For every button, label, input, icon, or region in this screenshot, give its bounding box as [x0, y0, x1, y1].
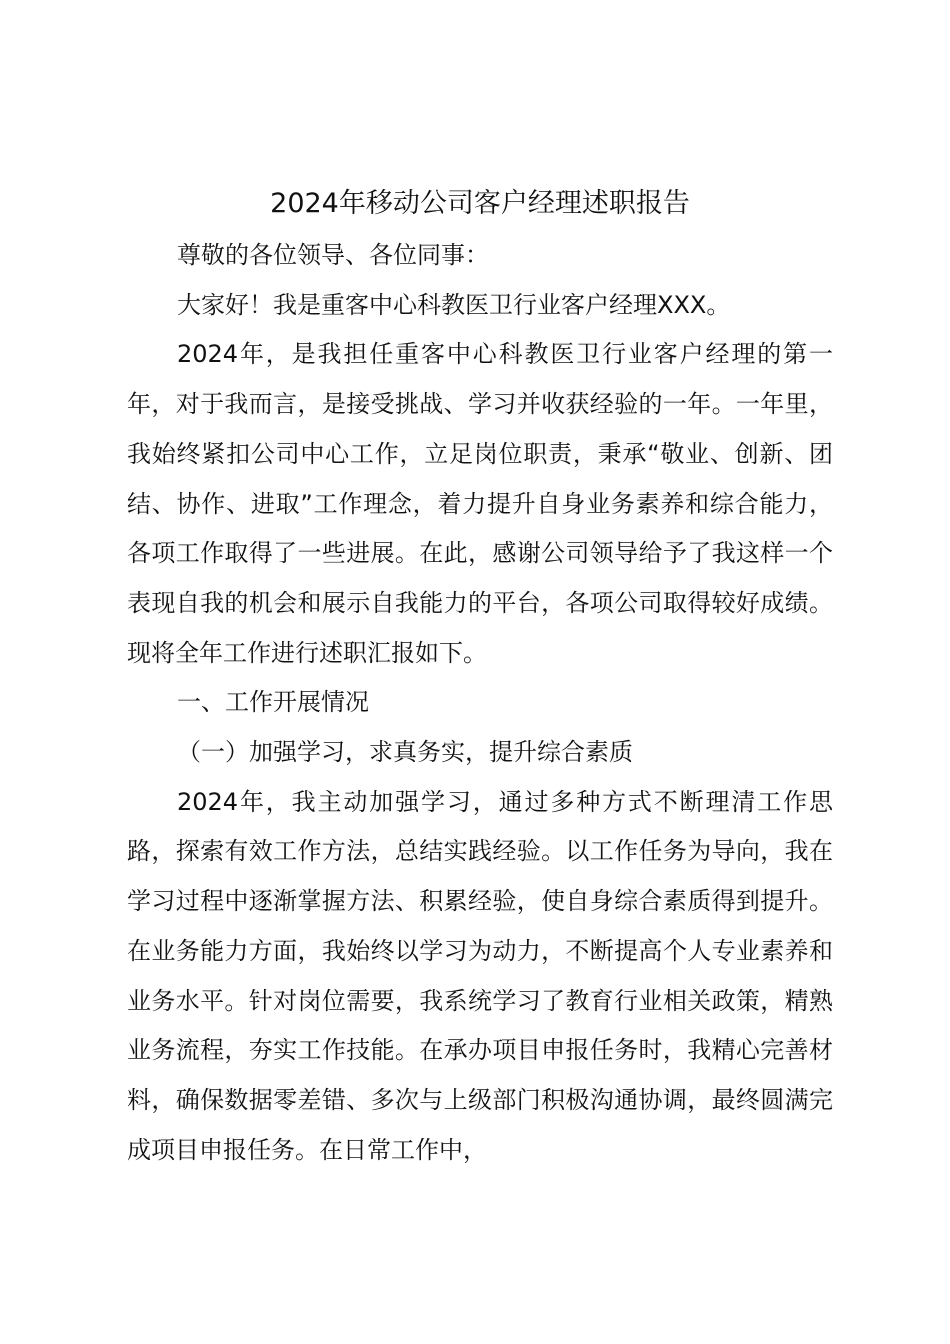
body-paragraph: 2024年，我主动加强学习，通过多种方式不断理清工作思路，探索有效工作方法，总结实践经验。以工作任务为导向，我在学习过程中逐渐掌握方法、积累经验，使自身综合素质得到提升。在业务能力方面，我始终以学习为动力，不断提高个人专业素养和业务水平。针对岗位需要，我系统学习了教育行业相关政策，精熟业务流程，夯实工作技能。在承办项目申报任务时，我精心完善材料，确保数据零差错、多次与上级部门积极沟通协调，最终圆满完成项目申报任务。在日常工作中，	[127, 787, 833, 1164]
greeting: 大家好！我是重客中心科教医卫行业客户经理XXX。	[177, 290, 731, 319]
document-title: 2024年移动公司客户经理述职报告	[270, 188, 690, 219]
document-page	[127, 183, 833, 1175]
subsection-heading: （一）加强学习，求真务实，提升综合素质	[177, 738, 633, 767]
salutation: 尊敬的各位领导、各位同事：	[177, 241, 489, 269]
section-heading: 一、工作开展情况	[177, 688, 369, 717]
intro-paragraph: 2024年，是我担任重客中心科教医卫行业客户经理的第一年，对于我而言，是接受挑战、学习并收获经验的一年。一年里，我始终紧扣公司中心工作，立足岗位职责，秉承“敬业、创新、团结、协作、进取”工作理念，着力提升自身业务素养和综合能力，各项工作取得了一些进展。在此，感谢公司领导给予了我这样一个表现自我的机会和展示自我能力的平台，各项公司取得较好成绩。现将全年工作进行述职汇报如下。	[127, 340, 833, 667]
